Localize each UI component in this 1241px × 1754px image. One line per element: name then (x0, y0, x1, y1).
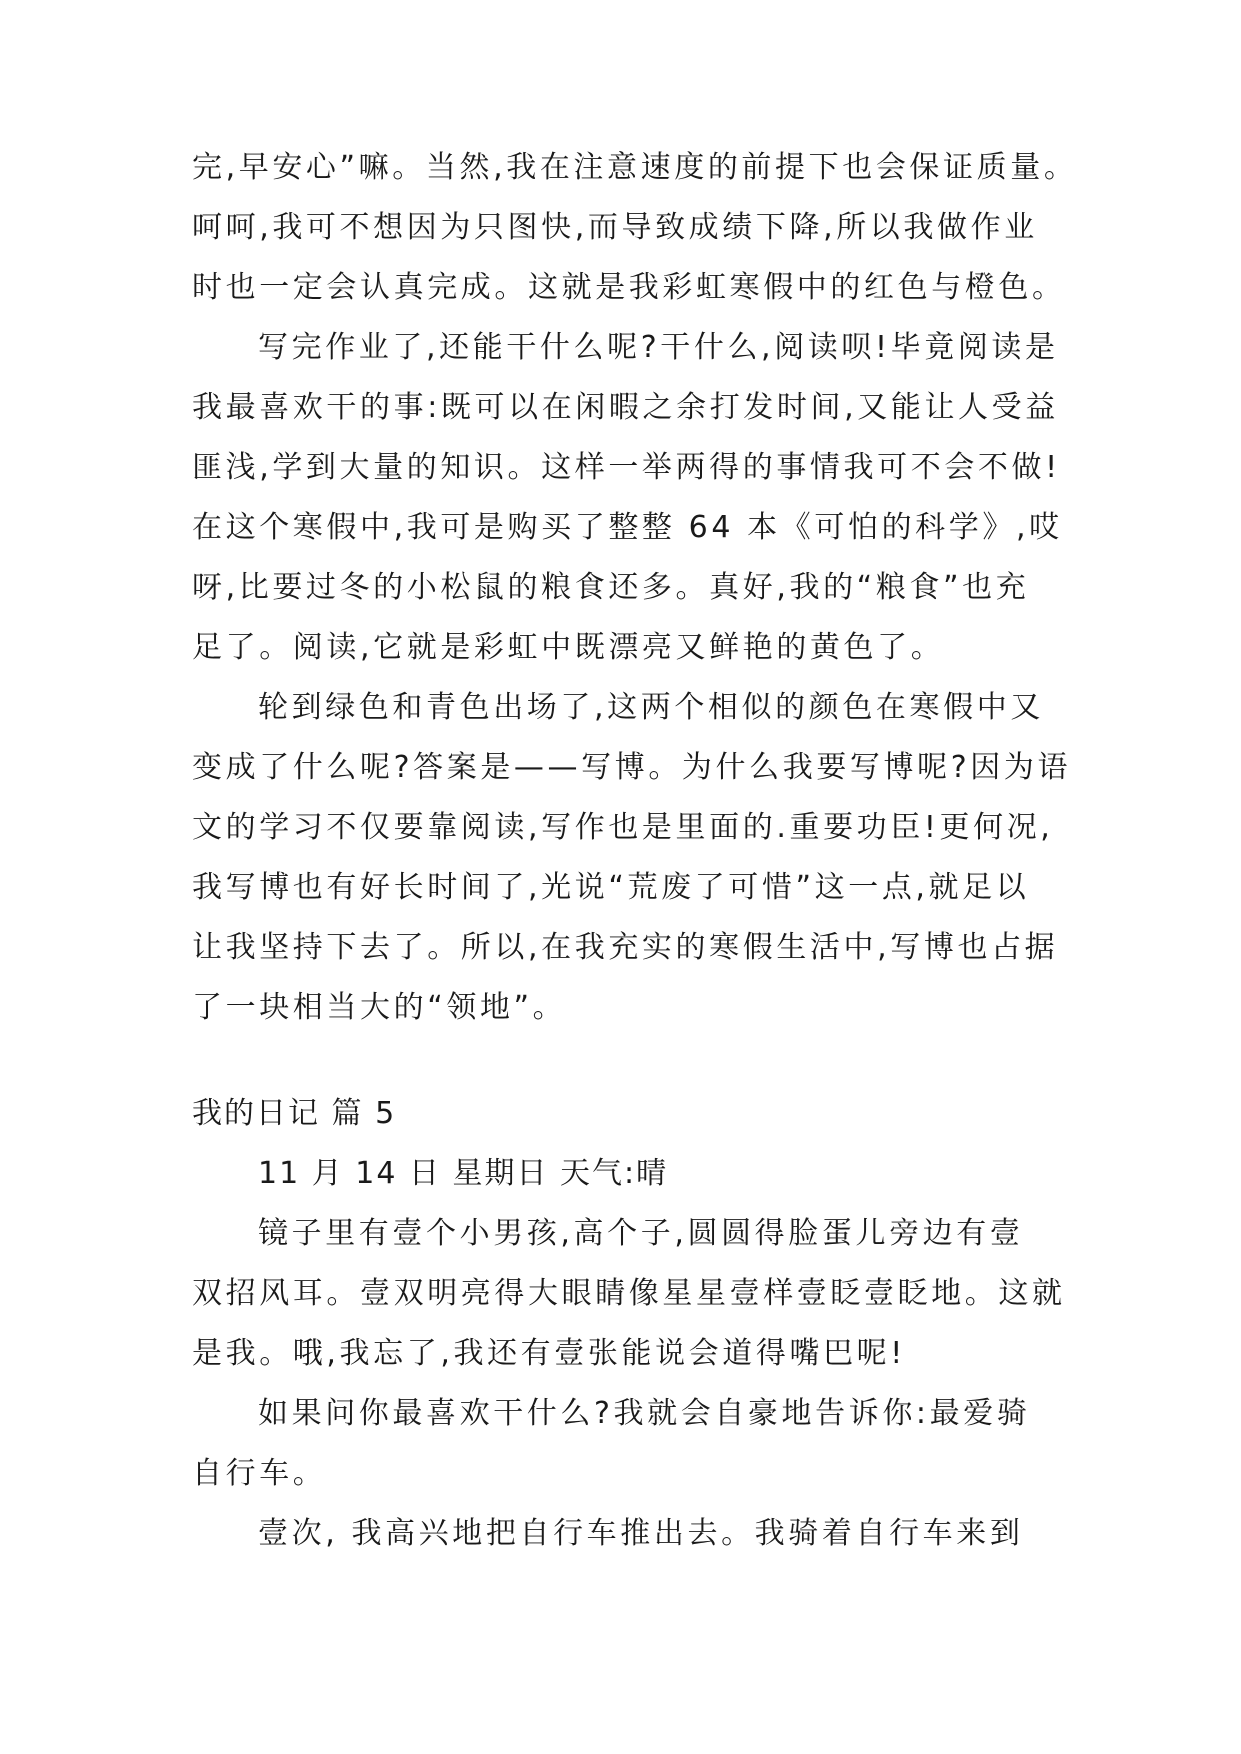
text-line: 双招风耳。壹双明亮得大眼睛像星星壹样壹眨壹眨地。这就 (192, 1276, 1066, 1311)
text-line: 在这个寒假中,我可是购买了整整 64 本《可怕的科学》,哎 (192, 510, 1063, 545)
text-line: 呀,比要过冬的小松鼠的粮食还多。真好,我的“粮食”也充 (192, 570, 1030, 605)
text-line: 让我坚持下去了。所以,在我充实的寒假生活中,写博也占据 (192, 930, 1059, 965)
paragraph-start-line: 如果问你最喜欢干什么?我就会自豪地告诉你:最爱骑 (258, 1396, 1031, 1431)
text-line: 文的学习不仅要靠阅读,写作也是里面的.重要功臣!更何况, (192, 810, 1054, 845)
text-line: 是我。哦,我忘了,我还有壹张能说会道得嘴巴呢! (192, 1336, 906, 1371)
paragraph-start-line: 壹次, 我高兴地把自行车推出去。我骑着自行车来到 (258, 1516, 1024, 1551)
text-line: 足了。阅读,它就是彩虹中既漂亮又鲜艳的黄色了。 (192, 630, 945, 665)
text-line: 完,早安心”嘛。当然,我在注意速度的前提下也会保证质量。 (192, 150, 1078, 185)
paragraph-start-line: 镜子里有壹个小男孩,高个子,圆圆得脸蛋儿旁边有壹 (258, 1216, 1024, 1251)
text-line: 时也一定会认真完成。这就是我彩虹寒假中的红色与橙色。 (192, 270, 1066, 305)
text-line: 了一块相当大的“领地”。 (192, 990, 567, 1025)
paragraph-start-line: 轮到绿色和青色出场了,这两个相似的颜色在寒假中又 (258, 690, 1044, 725)
text-line: 呵呵,我可不想因为只图快,而导致成绩下降,所以我做作业 (192, 210, 1038, 245)
text-line: 我写博也有好长时间了,光说“荒废了可惜”这一点,就足以 (192, 870, 1030, 905)
diary-date-line: 11 月 14 日 星期日 天气:晴 (258, 1156, 669, 1191)
text-line: 我最喜欢干的事:既可以在闲暇之余打发时间,又能让人受益 (192, 390, 1059, 425)
text-line: 变成了什么呢?答案是——写博。为什么我要写博呢?因为语 (192, 750, 1072, 785)
section-heading: 我的日记 篇 5 (192, 1096, 397, 1131)
text-line: 自行车。 (192, 1456, 327, 1491)
text-line: 匪浅,学到大量的知识。这样一举两得的事情我可不会不做! (192, 450, 1061, 485)
paragraph-start-line: 写完作业了,还能干什么呢?干什么,阅读呗!毕竟阅读是 (258, 330, 1059, 365)
